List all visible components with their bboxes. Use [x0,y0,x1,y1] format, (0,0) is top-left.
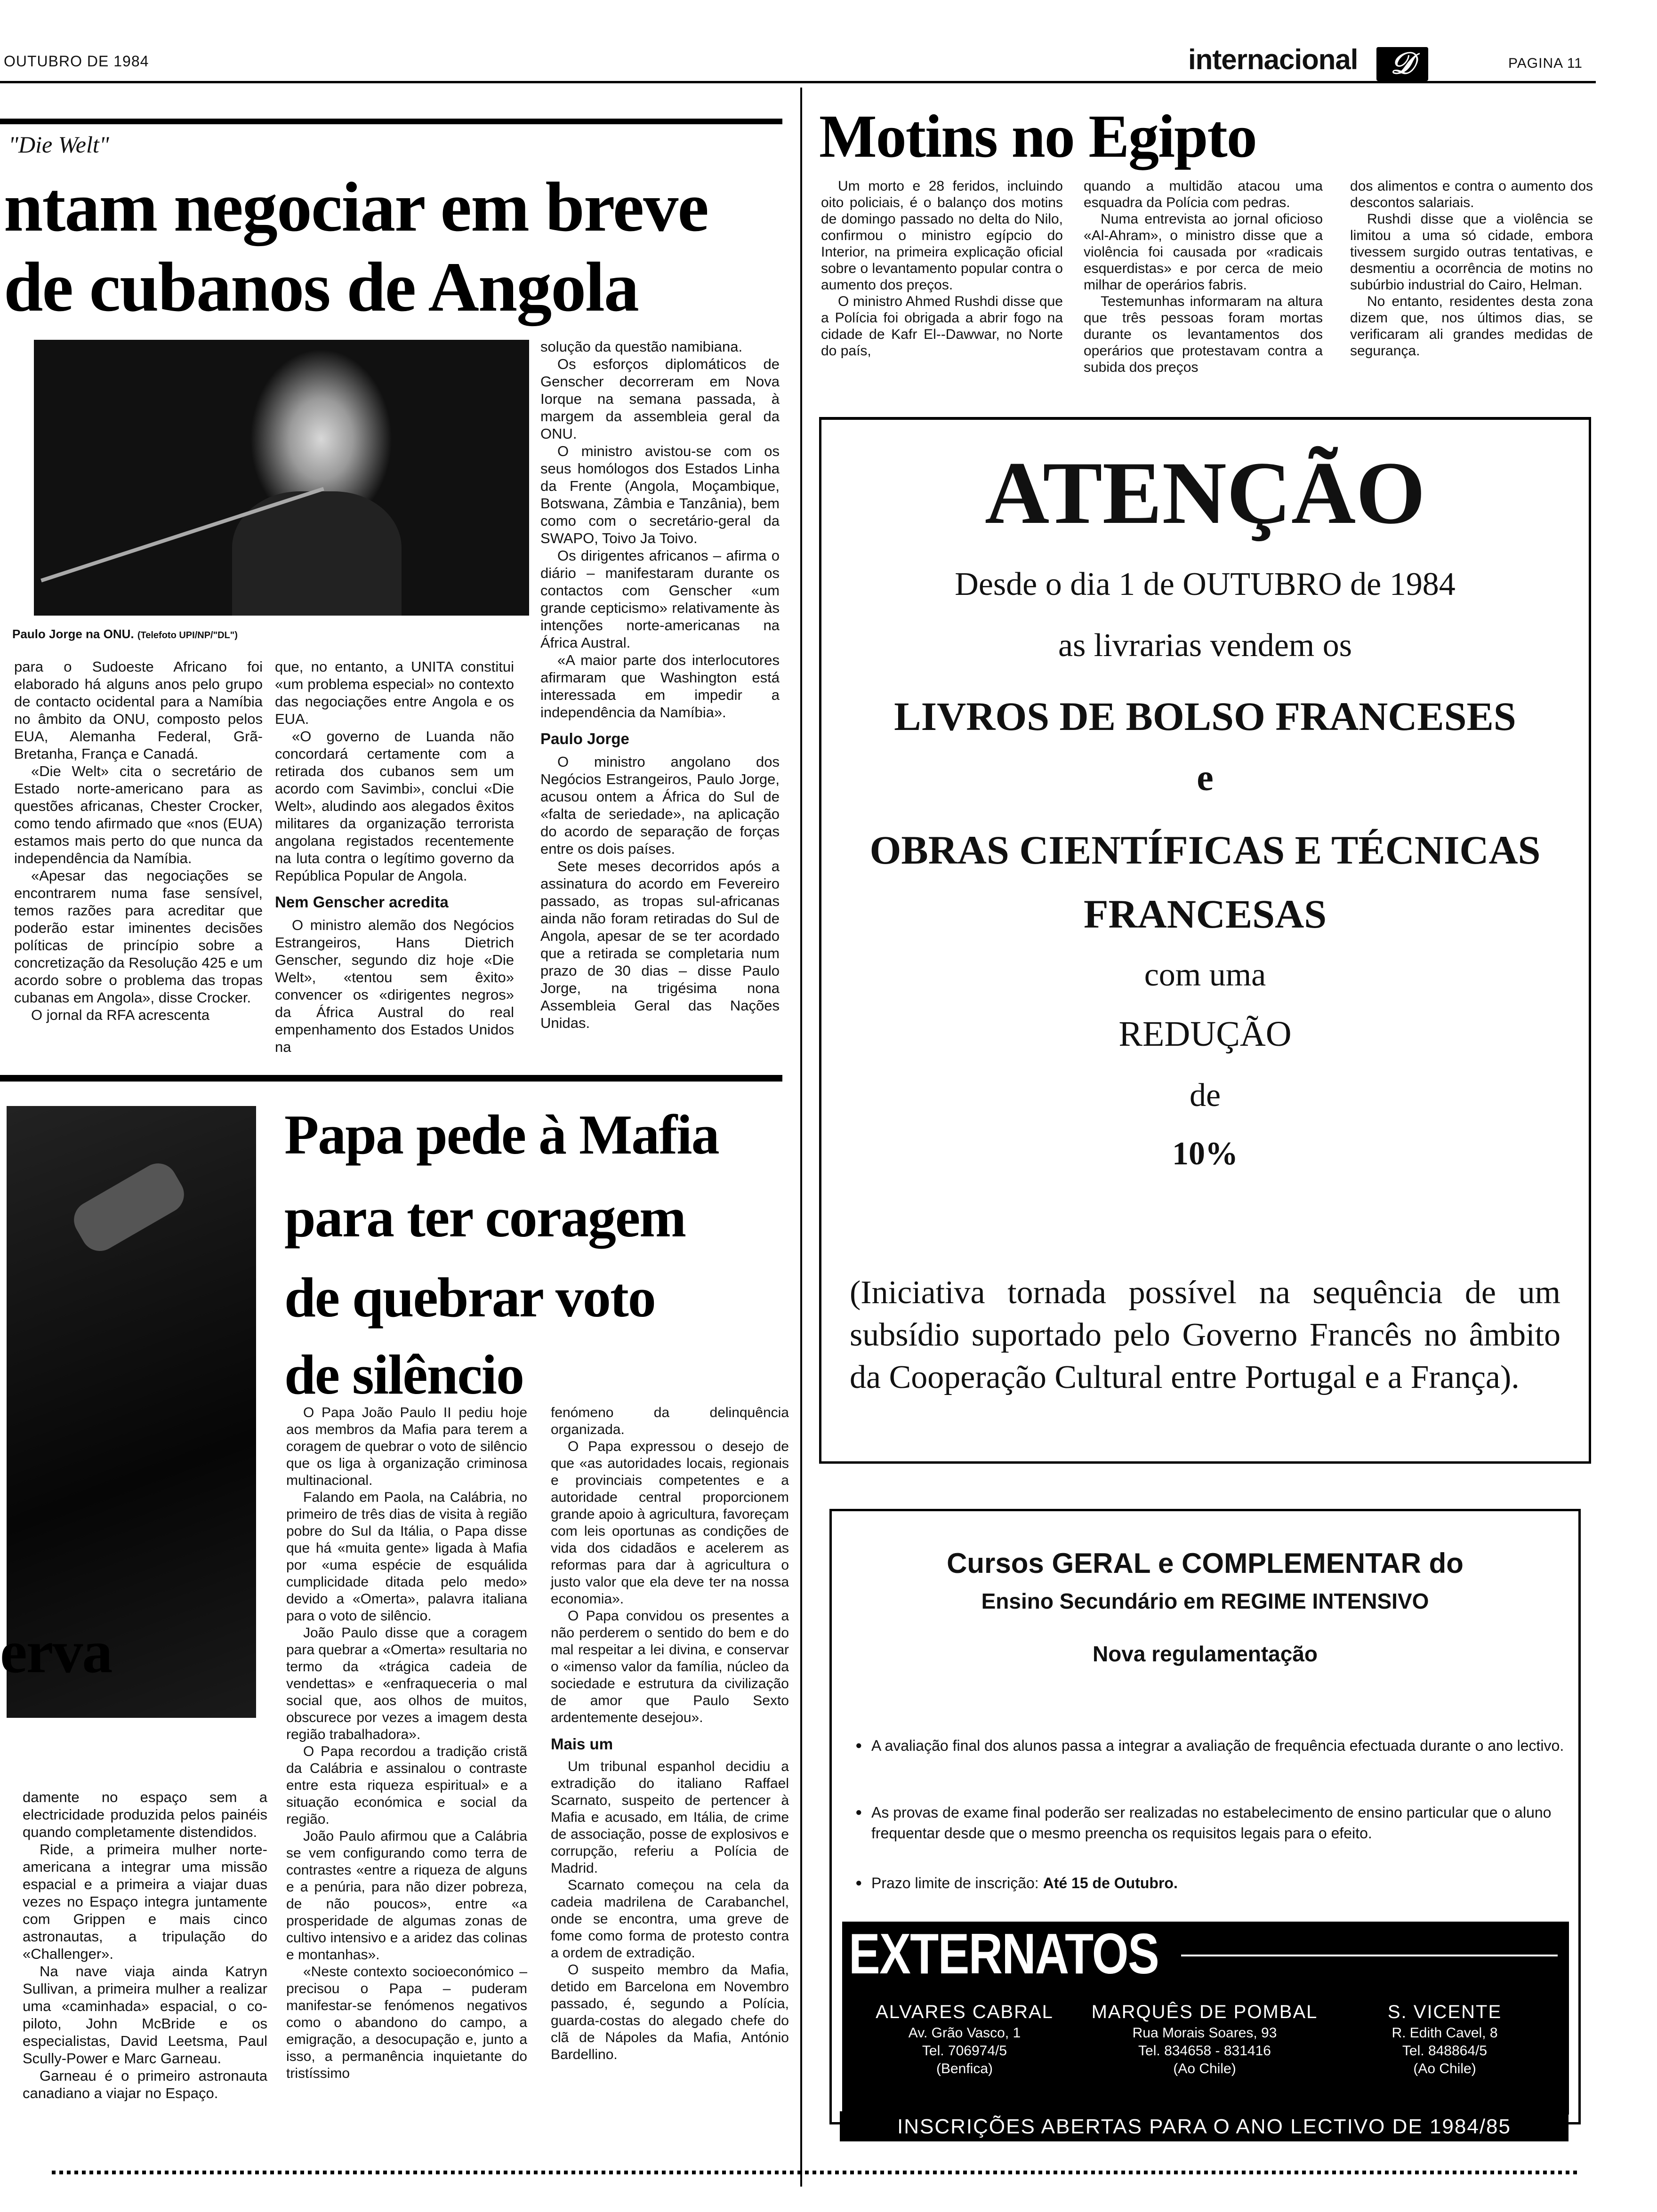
egypt-col-3: dos alimentos e contra o aumento dos descontos salariais. Rushdi disse que a violência se limitou a uma só cidade, embora tivessem surgido outras tentativas, e desmentiu a ocorrência de motins no subúrbio industrial do Cairo, Helman. No entanto, residentes desta zona dizem que, nos últimos dias, se verificaram ali grandes medidas de segurança. [1350,178,1593,359]
space-headline-fragment: erva [0,1618,112,1686]
atencao-line-8: REDUÇÃO [1118,1014,1292,1054]
atencao-line-9: de [1189,1077,1221,1114]
externatos-rule [1181,1955,1558,1956]
atencao-line-7: com uma [1144,957,1266,993]
subhead-mais-um: Mais um [551,1735,613,1753]
atencao-title: ATENÇÃO [985,444,1425,543]
atencao-line-4: e [1197,757,1214,799]
papa-headline-2: para ter coragem [284,1186,686,1249]
cursos-bullet-1: ● A avaliação final dos alunos passa a integrar a avaliação de frequência efectuada durante o ano lectivo. [871,1735,1568,1756]
page-number: PAGINA 11 [1508,56,1583,71]
atencao-line-5: OBRAS CIENTÍFICAS E TÉCNICAS [869,827,1541,873]
externatos-footer-text: INSCRIÇÕES ABERTAS PARA O ANO LECTIVO DE 1984/85 [897,2115,1511,2138]
angola-col-2: que, no entanto, a UNITA constitui «um problema especial» no contexto das negociações entre Angola e os EUA. «O governo de Luanda não concordará certamente com a retirada dos cubanos sem um acordo com Savimbi», conclui «Die Welt», aludindo aos alegados êxitos militares da organização terrorista angolana registados recentemente na luta contra o legítimo governo da República Popular de Angola. Nem Genscher acredita O ministro alemão dos Negócios Estrangeiros, Hans Dietrich Genscher, segundo diz hoje «Die Welt», «tentou sem êxito» convencer os «dirigentes negros» da África Austral do real empenhamento dos Estados Unidos na [275,658,514,1055]
header-rule [0,81,1596,83]
angola-top-rule [0,119,782,124]
atencao-line-10: 10% [1172,1136,1238,1172]
center-column-rule [800,88,802,2187]
cursos-title: Cursos GERAL e COMPLEMENTAR do [947,1547,1464,1579]
papa-col-2: fenómeno da delinquência organizada. O Papa expressou o desejo de que «as autoridades locais, regionais e provinciais competentes e a autoridade central proporcionem grande apoio à agricultura, favoreçam com leis oportunas as condições de vida dos cidadãos e acelerem as reformas para dar à agricultura o justo valor que ela deve ter na nossa economia». O Papa convidou os presentes a não perderem o sentido do bem e do mal respeitar a lei divina, e conservar o «imenso valor da família, núcleo da sociedade e estrutura da civilização de amor que Paulo Sexto ardentemente desejou». Mais um Um tribunal espanhol decidiu a extradição do italiano Raffael Scarnato, suspeito de pertencer à Mafia e acusado, em Itália, de crime de associação, posse de explosivos e corrupção, referiu a Polícia de Madrid. Scarnato começou na cela da cadeia madrilena de Carabanchel, onde se encontra, uma greve de fome como forma de protesto contra a ordem de extradição. O suspeito membro da Mafia, detido em Barcelona em Novembro passado, é, segundo a Polícia, guarda-costas do alegado chefe do clã de Nápoles da Mafia, António Bardellino. [551,1405,789,2062]
school-s-vicente: S. VICENTE R. Edith Cavel, 8 Tel. 848864/5 (Ao Chile) [1387,2002,1502,2076]
angola-headline-2: de cubanos de Angola [4,248,638,326]
paulo-jorge-photo [34,340,529,616]
papa-headline-1: Papa pede à Mafia [284,1103,719,1166]
atencao-line-6: FRANCESAS [1083,891,1327,937]
externatos-box [842,1922,1569,2115]
papa-headline-3: de quebrar voto [284,1266,655,1329]
atencao-line-3: LIVROS DE BOLSO FRANCESES [894,694,1516,739]
photo-caption: Paulo Jorge na ONU. (Telefoto UPI/NP/"DL") [12,627,238,641]
atencao-footnote: (Iniciativa tornada possível na sequência de um subsídio suportado pelo Governo Francês no âmbito da Cooperação Cultural entre Portugal e a França). [850,1274,1560,1395]
angola-bottom-rule [0,1075,782,1082]
atencao-line-2: as livrarias vendem os [1058,627,1352,664]
angola-source: "Die Welt" [8,131,109,158]
angola-headline-1: ntam negociar em breve [4,168,708,246]
cursos-subtitle: Ensino Secundário em REGIME INTENSIVO [981,1589,1429,1613]
school-alvares-cabral: ALVARES CABRAL Av. Grão Vasco, 1 Tel. 706974/5 (Benfica) [876,2002,1054,2076]
space-col: damente no espaço sem a electricidade produzida pelos painéis quando completamente distendidos. Ride, a primeira mulher norte-americana a integrar uma missão espacial e a primeira a viajar duas vezes no Espaço integra juntamente com Grippen e mais cinco astronautas, a tripulação do «Challenger». Na nave viaja ainda Katryn Sullivan, a primeira mulher a realizar uma «caminhada» espacial, o co-piloto, John McBride e os especialistas, David Leetsma, Paul Scully-Power e Marc Garneau. Garneau é o primeiro astronauta canadiano a viajar no Espaço. [23,1789,267,2101]
papa-col-1: O Papa João Paulo II pediu hoje aos membros da Mafia para terem a coragem de quebrar o voto de silêncio que os liga à organização criminosa multinacional. Falando em Paola, na Calábria, no primeiro de três dias de visita à região pobre do Sul da Itália, o Papa disse que há «muita gente» ligada à Mafia por «uma espécie de esquálida cumplicidade ditada pelo medo» devido a «Omerta», palavra italiana para o voto de silêncio. João Paulo disse que a coragem para quebrar a «Omerta» resultaria no termo da «trágica cadeia de vendettas» e «enfraqueceria o mal social que, aos olhos de muitos, obscurece por vezes a imagem desta região trabalhadora». O Papa recordou a tradição cristã da Calábria e assinalou o contraste entre esta riqueza espiritual» e a situação económica e social da região. João Paulo afirmou que a Calábria se vem configurando como terra de contrastes «entre a riqueza de alguns e a penúria, para não dizer pobreza, de não poucos», entre «a prosperidade de algumas zonas de cultivo intensivo e a aridez das colinas e montanhas». «Neste contexto socioeconómico – precisou o Papa – puderam manifestar-se fenómenos negativos como o abandono do campo, a emigração, a desocupação e, junto a isso, a permanência inquietante do tristíssimo [286,1405,527,2081]
egypt-col-1: Um morto e 28 feridos, incluindo oito policiais, é o balanço dos motins de domingo passado no delta do Nilo, confirmou o ministro egípcio do Interior, na primeira explicação oficial sobre o levantamento popular contra o aumento dos preços. O ministro Ahmed Rushdi disse que a Polícia foi obrigada a abrir fogo na cidade de Kafr El--Dawwar, no Norte do país, [821,178,1063,359]
papa-headline-4: de silêncio [284,1343,523,1406]
atencao-line-1: Desde o dia 1 de OUTUBRO de 1984 [955,566,1456,602]
bottom-dotted-rule [52,2171,1577,2174]
subhead-paulo-jorge: Paulo Jorge [540,730,629,747]
angola-col-1: para o Sudoeste Africano foi elaborado há alguns anos pelo grupo de contacto ocidental para a Namíbia no âmbito da ONU, composto pelos EUA, Alemanha Federal, Grã-Bretanha, França e Canadá. «Die Welt» cita o secretário de Estado norte-americano para as questões africanas, Chester Crocker, como tendo afirmado que «nos (EUA) estamos mais perto do que nunca da independência da Namíbia. «Apesar das negociações se encontrarem numa fase sensível, temos razões para acreditar que poderão estar iminentes decisões políticas de princípio sobre a concretização da Resolução 425 e um acordo sobre o problema das tropas cubanas em Angola», disse Crocker. O jornal da RFA acrescenta [14,658,263,1023]
page-date: OUTUBRO DE 1984 [4,53,149,70]
subhead-genscher: Nem Genscher acredita [275,893,449,911]
newspaper-logo: 𝒟 [1376,47,1428,81]
angola-col-3: solução da questão namibiana. Os esforços diplomáticos de Genscher decorreram em Nova Iorque na semana passada, à margem da assembleia geral da ONU. O ministro avistou-se com os seus homólogos dos Estados Linha da Frente (Angola, Moçambique, Botswana, Zâmbia e Tanzânia), bem como com o secretário-geral da SWAPO, Toivo Ja Toivo. Os dirigentes africanos – afirma o diário – manifestaram durante os contactos com Genscher «um grande cepticismo» relativamente às intenções norte-americanas na África Austral. «A maior parte dos interlocutores afirmaram que Washington está interessada em impedir a independência da Namíbia». Paulo Jorge O ministro angolano dos Negócios Estrangeiros, Paulo Jorge, acusou ontem a África do Sul de «falta de seriedade», na aplicação do acordo de separação de forças entre os dois países. Sete meses decorridos após a assinatura do acordo em Fevereiro passado, as tropas sul-africanas ainda não foram retiradas do Sul de Angola, apesar de se ter acordado que a retirada se completaria num prazo de 30 dias – disse Paulo Jorge, na trigésima nona Assembleia Geral das Nações Unidas. [540,338,780,1031]
egypt-headline: Motins no Egipto [819,103,1256,170]
externatos-brand: EXTERNATOS [849,1922,1159,1986]
cursos-bullet-3: ● Prazo limite de inscrição: Até 15 de Outubro. [871,1873,1568,1893]
cursos-bullet-2: ● As provas de exame final poderão ser realizadas no estabelecimento de ensino particular que o aluno frequentar desde que o mesmo preencha os requisitos legais para o efeito. [871,1802,1568,1843]
cursos-ad [829,1509,1581,2124]
atencao-ad [819,417,1591,1464]
school-marques-de-pombal: MARQUÊS DE POMBAL Rua Morais Soares, 93 Tel. 834658 - 831416 (Ao Chile) [1091,2002,1318,2076]
egypt-col-2: quando a multidão atacou uma esquadra da Polícia com pedras. Numa entrevista ao jornal oficioso «Al-Ahram», o ministro disse que a violência foi causada por «radicais esquerdistas» e por cerca de meio milhar de operários fabris. Testemunhas informaram na altura que três pessoas foram mortas durante os levantamentos dos operários que protestavam contra a subida dos preços [1084,178,1323,375]
cursos-sub2: Nova regulamentação [1092,1642,1318,1666]
section-name: internacional [1188,44,1358,75]
